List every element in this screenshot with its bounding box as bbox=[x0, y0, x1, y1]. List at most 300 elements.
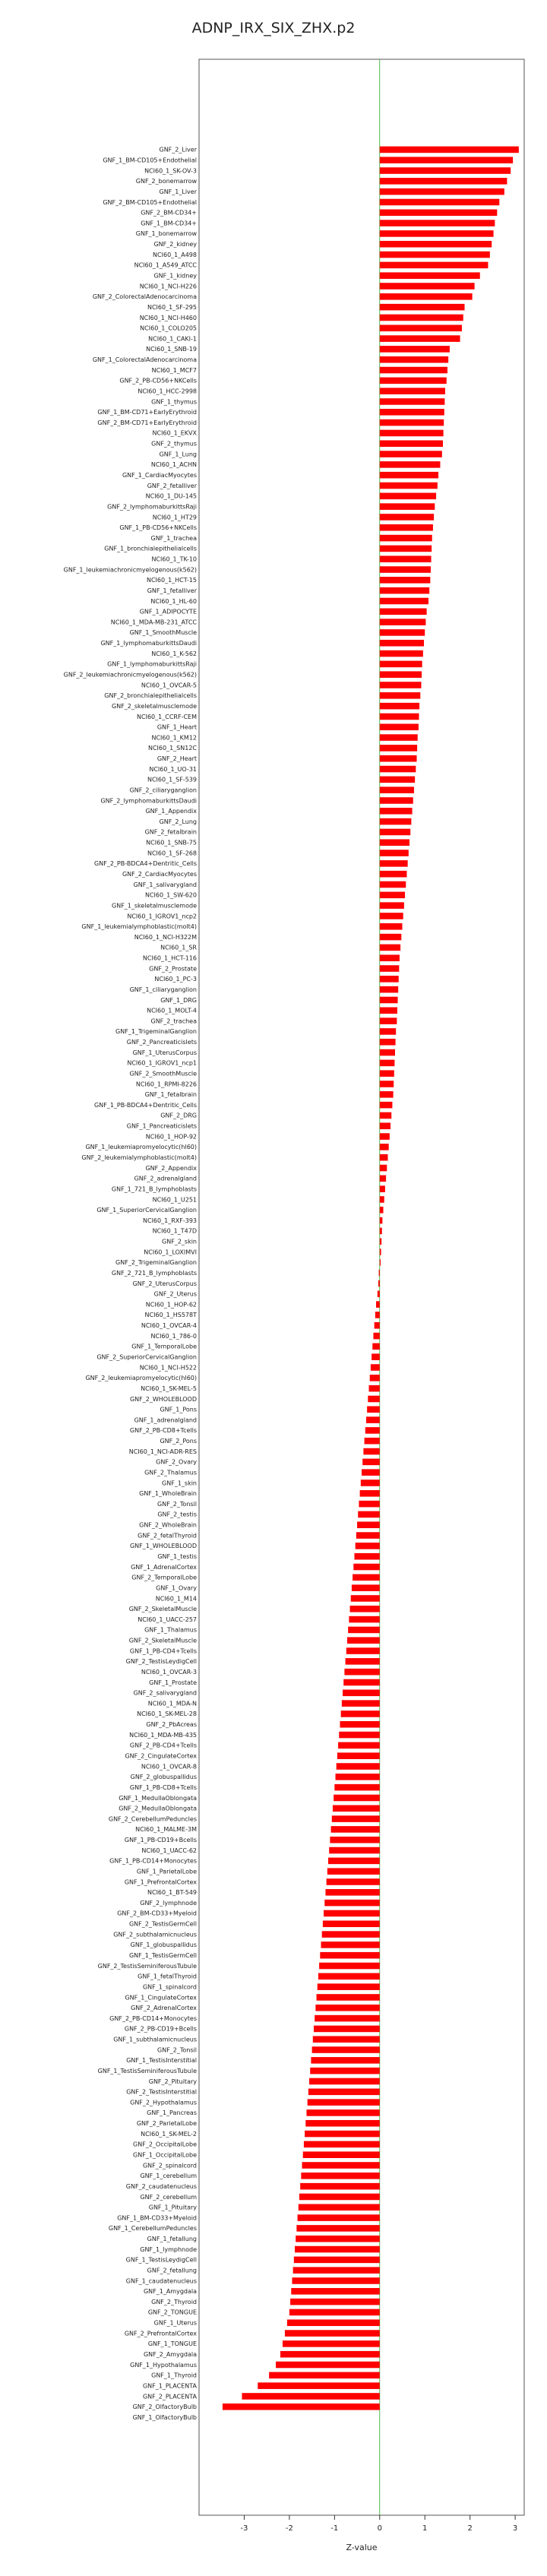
category-label: NCI60_1_SNB-19 bbox=[146, 346, 197, 353]
bar bbox=[380, 1207, 384, 1214]
category-label: GNF_1_TrigeminalGanglion bbox=[115, 1028, 197, 1036]
category-label: GNF_2_skeletalmusclemode bbox=[112, 702, 197, 710]
category-label: NCI60_1_TK-10 bbox=[151, 555, 197, 563]
category-label: GNF_1_PB-BDCA4+Dentritic_Cells bbox=[94, 1101, 197, 1109]
category-label: GNF_2_CerebellumPeduncles bbox=[108, 1815, 197, 1823]
bar bbox=[312, 2046, 380, 2053]
category-label: GNF_1_Pancreaticislets bbox=[126, 1122, 197, 1130]
category-label: GNF_2_BM-CD105+Endothelial bbox=[103, 198, 197, 206]
category-label: NCI60_1_KM12 bbox=[151, 734, 197, 742]
category-label: GNF_2_Liver bbox=[159, 146, 197, 153]
category-label: GNF_1_leukemiachronicmyelogenous(k562) bbox=[63, 566, 197, 574]
bar bbox=[269, 2372, 380, 2379]
category-label: GNF_1_ColorectalAdenocarcinoma bbox=[92, 356, 197, 364]
bar bbox=[371, 1364, 380, 1371]
bar bbox=[346, 1658, 380, 1665]
bar bbox=[380, 913, 403, 919]
category-label: NCI60_1_NCI-H522 bbox=[139, 1364, 197, 1372]
category-label: NCI60_1_MCF7 bbox=[151, 366, 197, 374]
category-label: GNF_1_leukemiapromyelocytic(hl60) bbox=[85, 1144, 197, 1151]
category-label: NCI60_1_SN12C bbox=[147, 745, 197, 752]
bar bbox=[380, 535, 432, 542]
category-label: GNF_1_SmoothMuscle bbox=[129, 629, 197, 637]
bar bbox=[366, 1416, 380, 1423]
category-label: GNF_2_SuperiorCervicalGanglion bbox=[96, 1353, 197, 1361]
category-label: NCI60_1_786-0 bbox=[150, 1332, 197, 1340]
category-label: GNF_1_Hypothalamus bbox=[130, 2361, 197, 2369]
bar bbox=[299, 2204, 380, 2210]
category-label: GNF_2_PB-BDCA4+Dentritic_Cells bbox=[94, 860, 197, 868]
bar bbox=[380, 503, 435, 510]
x-tick-label: 3 bbox=[512, 2524, 518, 2533]
bar bbox=[358, 1511, 380, 1518]
bar bbox=[380, 703, 419, 710]
bar bbox=[380, 220, 495, 226]
bar bbox=[339, 1732, 380, 1739]
category-label: NCI60_1_LOXIMVI bbox=[144, 1248, 197, 1256]
bar bbox=[324, 1900, 380, 1907]
bar bbox=[318, 1983, 380, 1990]
category-label: NCI60_1_HOP-92 bbox=[145, 1133, 197, 1141]
category-label: GNF_1_Heart bbox=[157, 723, 197, 731]
category-label: GNF_1_CardiacMyocytes bbox=[122, 471, 197, 479]
bar bbox=[380, 419, 444, 426]
bar bbox=[380, 1049, 395, 1056]
category-label: NCI60_1_ACHN bbox=[150, 461, 197, 469]
category-label: GNF_1_lymphnode bbox=[140, 2245, 197, 2253]
bar bbox=[380, 1154, 388, 1161]
bar bbox=[291, 2288, 380, 2295]
bar bbox=[327, 1878, 380, 1885]
bar bbox=[380, 199, 500, 206]
category-label: NCI60_1_UACC-257 bbox=[138, 1616, 197, 1623]
category-label: GNF_2_lymphomaburkittsRaji bbox=[107, 503, 197, 511]
category-label: GNF_1_caudatenucleus bbox=[125, 2277, 197, 2285]
bar bbox=[380, 315, 463, 321]
category-label: GNF_2_SkeletalMuscle bbox=[128, 1637, 197, 1644]
bar bbox=[289, 2309, 380, 2316]
bar bbox=[348, 1627, 380, 1634]
category-label: NCI60_1_SF-295 bbox=[147, 303, 197, 311]
bar bbox=[380, 797, 413, 804]
bar bbox=[380, 1185, 385, 1192]
bar bbox=[280, 2351, 380, 2358]
category-label: NCI60_1_HOP-62 bbox=[145, 1301, 197, 1309]
bar bbox=[380, 483, 438, 489]
x-axis-label: Z-value bbox=[346, 2543, 378, 2552]
category-label: GNF_1_TemporalLobe bbox=[131, 1343, 197, 1350]
category-label: GNF_2_WholeBrain bbox=[139, 1521, 197, 1529]
bar bbox=[328, 1858, 380, 1865]
category-label: NCI60_1_NCI-H226 bbox=[139, 283, 197, 290]
category-label: GNF_1_subthalamicnucleus bbox=[113, 2036, 197, 2043]
category-label: GNF_1_spinalcord bbox=[142, 1983, 197, 1991]
category-label: GNF_2_Tonsil bbox=[157, 1500, 197, 1508]
bar bbox=[380, 367, 447, 374]
bar bbox=[376, 1301, 380, 1308]
bar bbox=[380, 598, 428, 605]
bar bbox=[287, 2319, 380, 2326]
bar bbox=[343, 1690, 380, 1697]
bar bbox=[380, 430, 444, 437]
bar bbox=[242, 2393, 379, 2400]
category-label: GNF_1_fetalliver bbox=[147, 587, 197, 594]
category-label: NCI60_1_UACC-62 bbox=[141, 1847, 197, 1854]
category-label: GNF_1_PLACENTA bbox=[142, 2382, 197, 2390]
bar bbox=[372, 1353, 380, 1360]
bar bbox=[308, 2089, 380, 2096]
bar bbox=[296, 2225, 379, 2232]
category-label: GNF_2_TestisInterstitial bbox=[126, 2088, 197, 2096]
bar bbox=[380, 461, 441, 468]
bar bbox=[380, 682, 422, 688]
category-label: GNF_1_Thalamus bbox=[144, 1626, 197, 1634]
bar bbox=[353, 1564, 379, 1571]
bar bbox=[380, 714, 419, 720]
bar bbox=[380, 335, 460, 342]
x-tick-label: 1 bbox=[422, 2524, 428, 2533]
category-label: GNF_2_TrigeminalGanglion bbox=[115, 1259, 197, 1267]
chart-title: ADNP_IRX_SIX_ZHX.p2 bbox=[191, 20, 356, 36]
bar bbox=[380, 1081, 394, 1087]
category-label: NCI60_1_SK-MEL-5 bbox=[141, 1385, 197, 1392]
category-label: GNF_2_ColorectalAdenocarcinoma bbox=[92, 293, 197, 301]
bar bbox=[365, 1427, 380, 1434]
category-label: GNF_1_PB-CD4+Tcells bbox=[129, 1647, 197, 1655]
bar bbox=[380, 881, 406, 888]
category-label: GNF_1_CingulateCortex bbox=[125, 1994, 197, 2002]
category-label: GNF_1_Liver bbox=[159, 188, 197, 195]
bar bbox=[356, 1543, 380, 1549]
bar bbox=[378, 1280, 380, 1287]
bar bbox=[283, 2340, 380, 2347]
bar bbox=[347, 1637, 380, 1644]
bar bbox=[321, 1941, 380, 1948]
category-label: NCI60_1_SW-620 bbox=[144, 891, 197, 899]
bar bbox=[322, 1931, 380, 1938]
bar bbox=[311, 2057, 379, 2064]
category-label: GNF_2_PLACENTA bbox=[142, 2393, 197, 2400]
bar bbox=[223, 2404, 380, 2410]
category-label: GNF_1_Pituitary bbox=[148, 2204, 197, 2211]
category-label: GNF_1_PB-CD19+Bcells bbox=[124, 1837, 197, 1844]
bar bbox=[380, 167, 511, 174]
category-label: GNF_2_PB-CD4+Tcells bbox=[129, 1742, 197, 1749]
category-label: GNF_2_salivarygland bbox=[133, 1689, 197, 1697]
category-label: NCI60_1_SK-OV-3 bbox=[144, 167, 197, 175]
bar bbox=[380, 745, 417, 752]
category-label: GNF_2_Appendix bbox=[145, 1164, 197, 1172]
category-label: GNF_1_Amygdala bbox=[143, 2288, 197, 2296]
category-label: GNF_2_TestisLeydigCell bbox=[125, 1658, 197, 1666]
bar bbox=[331, 1826, 380, 1833]
category-label: GNF_1_kidney bbox=[153, 272, 197, 280]
bar bbox=[380, 514, 434, 521]
category-label: GNF_2_CingulateCortex bbox=[125, 1752, 197, 1760]
category-label: GNF_2_fetalliver bbox=[147, 482, 197, 489]
category-label: GNF_2_lymphomaburkittsDaudi bbox=[100, 797, 197, 805]
category-label: NCI60_1_DU-145 bbox=[145, 492, 197, 500]
category-label: NCI60_1_U251 bbox=[152, 1196, 197, 1204]
bar bbox=[344, 1669, 379, 1676]
bar bbox=[324, 1910, 380, 1917]
category-label: GNF_1_AdrenalCortex bbox=[131, 1563, 197, 1571]
bar bbox=[380, 283, 475, 290]
category-label: NCI60_1_HS578T bbox=[144, 1312, 197, 1319]
bar bbox=[380, 609, 427, 616]
bar bbox=[380, 786, 414, 793]
bar bbox=[380, 409, 444, 416]
category-label: GNF_2_leukemiapromyelocytic(hl60) bbox=[85, 1375, 197, 1382]
category-label: GNF_2_adrenalgland bbox=[134, 1175, 197, 1182]
bar bbox=[357, 1521, 380, 1528]
bar bbox=[337, 1763, 380, 1770]
bar bbox=[380, 546, 432, 552]
bar bbox=[380, 1008, 397, 1014]
category-label: GNF_2_subthalamicnucleus bbox=[113, 1931, 197, 1938]
category-label: GNF_2_PB-CD56+NKCells bbox=[119, 377, 197, 385]
bar bbox=[368, 1396, 379, 1403]
x-tick-label: 2 bbox=[467, 2524, 473, 2533]
category-label: GNF_1_TONGUE bbox=[147, 2340, 197, 2348]
category-label: GNF_1_MedullaOblongata bbox=[119, 1794, 197, 1802]
bar bbox=[292, 2277, 379, 2284]
category-label: GNF_2_Pons bbox=[160, 1438, 197, 1445]
bar bbox=[309, 2078, 380, 2085]
category-label: GNF_2_caudatenucleus bbox=[125, 2182, 197, 2190]
category-label: GNF_2_PbAcreas bbox=[146, 1721, 197, 1729]
bar bbox=[380, 871, 407, 878]
category-label: NCI60_1_T47D bbox=[152, 1227, 197, 1235]
bar bbox=[380, 650, 423, 657]
category-label: GNF_2_TONGUE bbox=[147, 2309, 197, 2316]
bar bbox=[295, 2246, 380, 2253]
category-label: GNF_1_WHOLEBLOOD bbox=[129, 1543, 197, 1550]
category-label: GNF_2_SmoothMuscle bbox=[129, 1070, 197, 1078]
bar bbox=[380, 723, 419, 730]
category-label: NCI60_1_HCT-116 bbox=[142, 954, 197, 962]
bar bbox=[333, 1805, 380, 1812]
category-label: GNF_1_lymphomaburkittsDaudi bbox=[100, 640, 197, 647]
category-label: GNF_2_spinalcord bbox=[142, 2162, 197, 2169]
category-label: GNF_1_TestisSeminiferousTubule bbox=[97, 2067, 197, 2074]
category-label: GNF_1_PB-CD56+NKCells bbox=[119, 524, 197, 532]
bar bbox=[380, 1039, 396, 1046]
bar bbox=[302, 2162, 380, 2169]
category-label: GNF_2_PrefrontalCortex bbox=[124, 2330, 197, 2337]
bar bbox=[380, 902, 404, 909]
category-label: GNF_1_cerebellum bbox=[140, 2173, 197, 2180]
category-label: GNF_2_BM-CD33+Myeloid bbox=[117, 1910, 197, 1917]
category-label: GNF_2_Uterus bbox=[153, 1290, 197, 1298]
bar bbox=[380, 818, 412, 825]
bar bbox=[362, 1459, 380, 1466]
category-label: NCI60_1_NCI-H322M bbox=[134, 933, 197, 941]
bar bbox=[356, 1532, 380, 1539]
bar bbox=[314, 2026, 380, 2033]
category-label: GNF_1_Ovary bbox=[156, 1584, 197, 1592]
category-label: GNF_1_bronchialepithelialcells bbox=[104, 545, 197, 552]
bar bbox=[329, 1847, 380, 1854]
bar bbox=[323, 1920, 380, 1927]
bar bbox=[315, 2015, 380, 2022]
category-label: GNF_2_PB-CD14+Monocytes bbox=[109, 2014, 197, 2022]
x-tick-label: -2 bbox=[285, 2524, 293, 2533]
category-label: GNF_2_TestisSeminiferousTubule bbox=[97, 1962, 197, 1970]
category-label: GNF_2_PB-CD19+Bcells bbox=[124, 2025, 197, 2033]
category-label: GNF_2_fetalThyroid bbox=[138, 1532, 197, 1540]
bar bbox=[380, 230, 494, 237]
category-label: GNF_2_Pancreaticislets bbox=[126, 1039, 197, 1046]
category-label: GNF_1_TestisInterstitial bbox=[126, 2057, 197, 2065]
category-label: NCI60_1_HT29 bbox=[152, 514, 197, 521]
bar bbox=[380, 954, 400, 961]
bar bbox=[380, 1070, 394, 1077]
bar bbox=[380, 1102, 393, 1109]
x-tick-label: -1 bbox=[330, 2524, 339, 2533]
bar bbox=[378, 1291, 380, 1298]
category-label: GNF_1_globuspallidus bbox=[130, 1941, 197, 1949]
category-label: GNF_1_salivarygland bbox=[133, 881, 197, 888]
category-label: GNF_1_TestisLeydigCell bbox=[125, 2256, 197, 2264]
category-label: GNF_1_PB-CD14+Monocytes bbox=[109, 1857, 197, 1865]
bar bbox=[380, 671, 422, 678]
bar bbox=[301, 2173, 379, 2179]
category-label: GNF_2_MedullaOblongata bbox=[119, 1805, 197, 1812]
bar bbox=[375, 1322, 380, 1329]
bar bbox=[380, 272, 480, 279]
category-label: GNF_1_PB-CD8+Tcells bbox=[129, 1783, 197, 1791]
category-label: GNF_2_AdrenalCortex bbox=[131, 2005, 197, 2012]
bar bbox=[380, 923, 403, 930]
category-label: GNF_1_skin bbox=[162, 1479, 197, 1487]
bar bbox=[367, 1407, 380, 1413]
category-label: GNF_2_WHOLEBLOOD bbox=[129, 1395, 197, 1403]
category-label: GNF_2_Heart bbox=[157, 755, 197, 763]
category-label: GNF_1_ParietalLobe bbox=[136, 1868, 197, 1875]
category-label: GNF_1_ADIPOCYTE bbox=[139, 608, 197, 616]
category-label: GNF_1_721_B_lymphoblasts bbox=[111, 1185, 197, 1193]
bar bbox=[380, 1238, 381, 1245]
bar bbox=[300, 2183, 380, 2190]
category-label: GNF_2_UterusCorpus bbox=[132, 1280, 197, 1287]
bar bbox=[380, 629, 425, 636]
bar bbox=[373, 1333, 379, 1340]
bar bbox=[380, 346, 450, 353]
category-label: GNF_2_ciliaryganglion bbox=[129, 786, 197, 794]
bar bbox=[361, 1479, 380, 1486]
category-label: GNF_2_OccipitalLobe bbox=[133, 2141, 197, 2148]
category-label: GNF_1_PrefrontalCortex bbox=[124, 1878, 197, 1886]
category-label: GNF_2_thymus bbox=[151, 440, 197, 448]
bar bbox=[380, 839, 409, 846]
category-label: GNF_1_testis bbox=[157, 1553, 197, 1561]
category-label: GNF_1_DRG bbox=[160, 996, 197, 1004]
bar bbox=[380, 440, 443, 447]
category-label: GNF_2_Ovary bbox=[156, 1458, 197, 1466]
category-label: NCI60_1_MOLT-4 bbox=[147, 1007, 197, 1014]
category-label: GNF_2_leukemialymphoblastic(molt4) bbox=[81, 1154, 197, 1162]
bar bbox=[308, 2099, 380, 2106]
bar bbox=[380, 734, 418, 741]
bar bbox=[299, 2194, 380, 2201]
bar bbox=[375, 1312, 380, 1318]
bar bbox=[305, 2131, 380, 2138]
category-label: NCI60_1_SNB-75 bbox=[146, 839, 197, 847]
bar bbox=[315, 2005, 379, 2011]
category-label: NCI60_1_HL-60 bbox=[150, 597, 197, 605]
bar bbox=[303, 2151, 380, 2158]
category-label: NCI60_1_NCI-ADR-RES bbox=[128, 1448, 197, 1455]
x-tick-label: -3 bbox=[240, 2524, 248, 2533]
category-label: GNF_2_fetallung bbox=[147, 2267, 197, 2274]
bar bbox=[380, 850, 409, 856]
category-label: NCI60_1_RXF-393 bbox=[143, 1217, 197, 1224]
category-label: GNF_1_OlfactoryBulb bbox=[132, 2413, 197, 2421]
category-label: GNF_2_cerebellum bbox=[140, 2193, 197, 2201]
bar bbox=[380, 524, 433, 531]
category-label: GNF_2_DRG bbox=[160, 1112, 197, 1119]
bar bbox=[330, 1837, 379, 1843]
category-label: GNF_2_BM-CD71+EarlyErythroid bbox=[97, 419, 197, 426]
category-label: GNF_1_TestisGermCell bbox=[128, 1952, 197, 1960]
category-label: NCI60_1_COLO205 bbox=[140, 324, 197, 332]
bar bbox=[380, 640, 424, 647]
category-label: NCI60_1_HCT-15 bbox=[146, 577, 197, 584]
bar bbox=[380, 777, 415, 783]
bar bbox=[306, 2109, 379, 2116]
category-label: GNF_2_TemporalLobe bbox=[131, 1574, 197, 1581]
category-label: GNF_1_adrenalgland bbox=[134, 1416, 197, 1424]
bar bbox=[380, 252, 490, 258]
category-label: GNF_2_PB-CD8+Tcells bbox=[129, 1427, 197, 1435]
category-label: GNF_2_Pituitary bbox=[148, 2078, 197, 2085]
bar bbox=[296, 2236, 380, 2242]
category-label: NCI60_1_OVCAR-8 bbox=[141, 1763, 197, 1771]
category-label: GNF_1_Appendix bbox=[145, 808, 197, 815]
category-label: GNF_1_BM-CD33+Myeloid bbox=[117, 2214, 197, 2222]
bar bbox=[342, 1700, 380, 1707]
bar bbox=[319, 1963, 380, 1970]
bar bbox=[380, 766, 416, 773]
category-label: GNF_1_lymphomaburkittsRaji bbox=[107, 660, 197, 668]
bar bbox=[353, 1574, 380, 1581]
category-label: NCI60_1_SF-539 bbox=[147, 776, 197, 783]
bar bbox=[380, 577, 431, 584]
category-label: GNF_1_WholeBrain bbox=[139, 1490, 197, 1498]
category-label: GNF_2_leukemiachronicmyelogenous(k562) bbox=[63, 671, 197, 679]
bar bbox=[290, 2299, 380, 2305]
category-label: GNF_2_lymphnode bbox=[140, 1899, 197, 1907]
category-label: NCI60_1_SK-MEL-28 bbox=[137, 1710, 197, 1718]
bar bbox=[380, 1144, 389, 1150]
category-label: GNF_2_721_B_lymphoblasts bbox=[111, 1269, 197, 1277]
bar bbox=[340, 1721, 379, 1728]
bar bbox=[380, 945, 400, 951]
category-label: GNF_2_CardiacMyocytes bbox=[122, 870, 197, 878]
bar bbox=[380, 398, 445, 405]
bar bbox=[327, 1868, 380, 1875]
bar bbox=[351, 1595, 380, 1602]
category-label: NCI60_1_CCRF-CEM bbox=[137, 713, 197, 720]
bar bbox=[380, 262, 489, 269]
bar bbox=[380, 241, 492, 248]
bar bbox=[338, 1742, 380, 1749]
category-label: GNF_1_BM-CD34+ bbox=[141, 220, 197, 227]
category-label: GNF_1_BM-CD71+EarlyErythroid bbox=[97, 409, 197, 416]
bar bbox=[380, 934, 402, 941]
category-label: GNF_2_Prostate bbox=[149, 965, 197, 973]
